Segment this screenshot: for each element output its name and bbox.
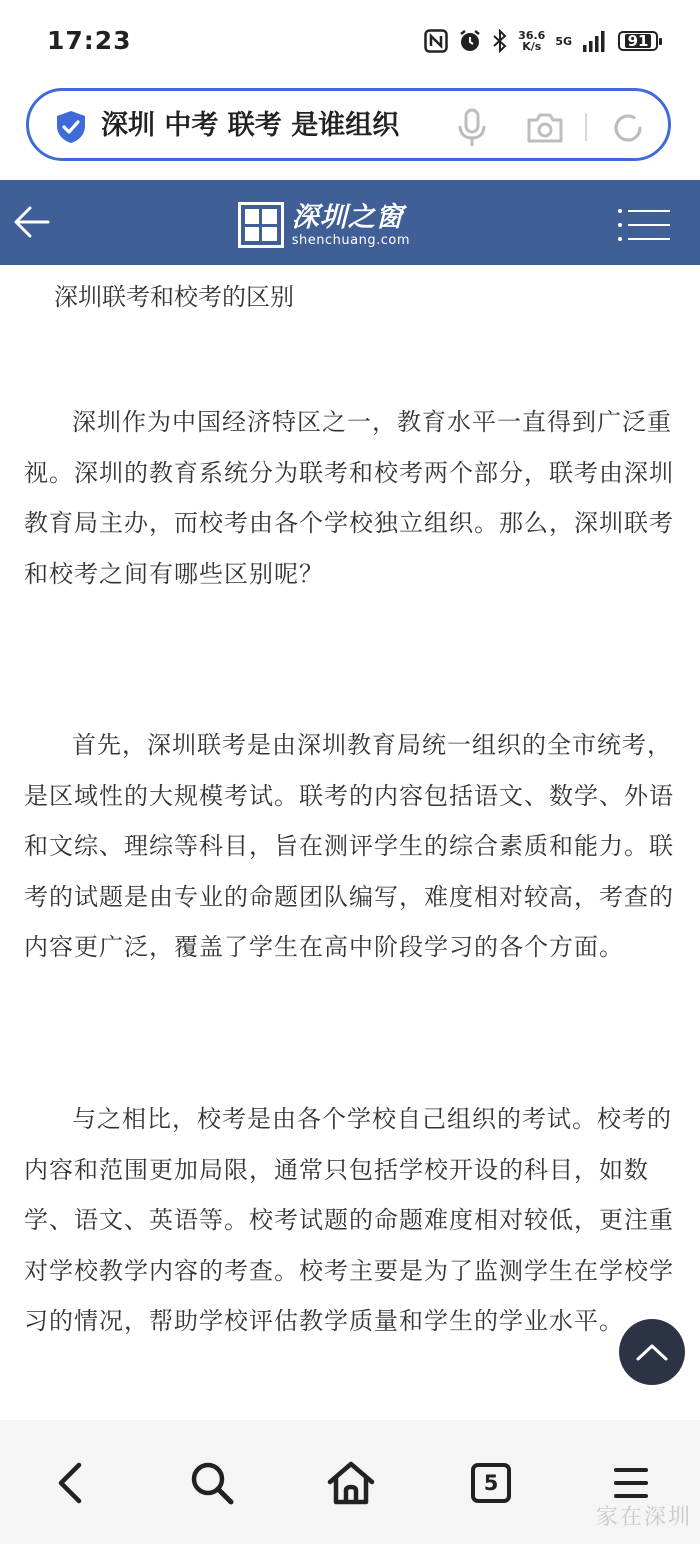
- shield-icon: [55, 110, 87, 144]
- site-header: [0, 180, 700, 265]
- chevron-left-icon: [55, 1461, 85, 1505]
- article-paragraph: 首先，深圳联考是由深圳教育局统一组织的全市统考，是区域性的大规模考试。联考的内容包括语文、数学、外语和文综、理综等科目，旨在测评学生的综合素质和能力。联考的试题是由专业的命题团队编写，难度相对较高，考查的内容更广泛，覆盖了学生在高中阶段学习的各个方面。: [24, 731, 674, 961]
- nav-back-button[interactable]: [45, 1458, 95, 1508]
- clock: 17:23: [47, 26, 132, 55]
- nfc-icon: [424, 29, 448, 53]
- network-speed-unit: K/s: [522, 40, 542, 53]
- hamburger-menu-icon: [611, 1465, 651, 1501]
- battery-icon: [618, 31, 658, 51]
- search-divider: [585, 113, 587, 141]
- menu-icon[interactable]: [616, 208, 672, 242]
- status-icons: [424, 26, 658, 56]
- nav-tabs-button[interactable]: [466, 1458, 516, 1508]
- site-logo[interactable]: [238, 199, 410, 251]
- article-paragraph: 与之相比，校考是由各个学校自己组织的考试。校考的内容和范围更加局限，通常只包括学校开设的科目，如数学、语文、英语等。校考试题的命题难度相对较低，更注重对学校教学内容的考查。校考主要是为了监测学生在学校学习的情况，帮助学校评估教学质量和学生的学业水平。: [24, 1105, 674, 1335]
- battery-level: 91: [625, 34, 652, 48]
- nav-home-button[interactable]: [326, 1458, 376, 1508]
- tab-count-badge: 5: [471, 1463, 511, 1503]
- refresh-icon[interactable]: [611, 111, 645, 145]
- search-icon: [189, 1460, 235, 1506]
- status-bar: [0, 0, 700, 80]
- microphone-icon[interactable]: [457, 108, 487, 148]
- scroll-to-top-button[interactable]: [619, 1319, 685, 1385]
- network-type: 5G: [555, 34, 572, 48]
- search-query[interactable]: 深圳 中考 联考 是谁组织: [101, 110, 400, 141]
- home-icon: [326, 1460, 376, 1506]
- chevron-up-icon: [635, 1342, 669, 1362]
- logo-title: 深圳之窗: [291, 201, 404, 233]
- bluetooth-icon: [492, 29, 508, 53]
- alarm-icon: [458, 29, 482, 53]
- logo-domain: shenchuang.com: [291, 232, 410, 248]
- camera-icon[interactable]: [525, 111, 565, 145]
- search-bar[interactable]: [26, 88, 671, 161]
- network-speed-value: 36.6: [518, 29, 546, 42]
- article-heading: 深圳联考和校考的区别: [54, 283, 294, 311]
- network-speed: [518, 30, 545, 52]
- article-paragraph: 深圳作为中国经济特区之一，教育水平一直得到广泛重视。深圳的教育系统分为联考和校考两个部分，联考由深圳教育局主办，而校考由各个学校独立组织。那么，深圳联考和校考之间有哪些区别呢？: [24, 408, 674, 588]
- watermark: 家在深圳: [595, 1505, 692, 1530]
- nav-search-button[interactable]: [187, 1458, 237, 1508]
- back-arrow-icon[interactable]: [12, 204, 52, 240]
- signal-icon: [582, 30, 608, 52]
- logo-window-icon: [238, 202, 284, 248]
